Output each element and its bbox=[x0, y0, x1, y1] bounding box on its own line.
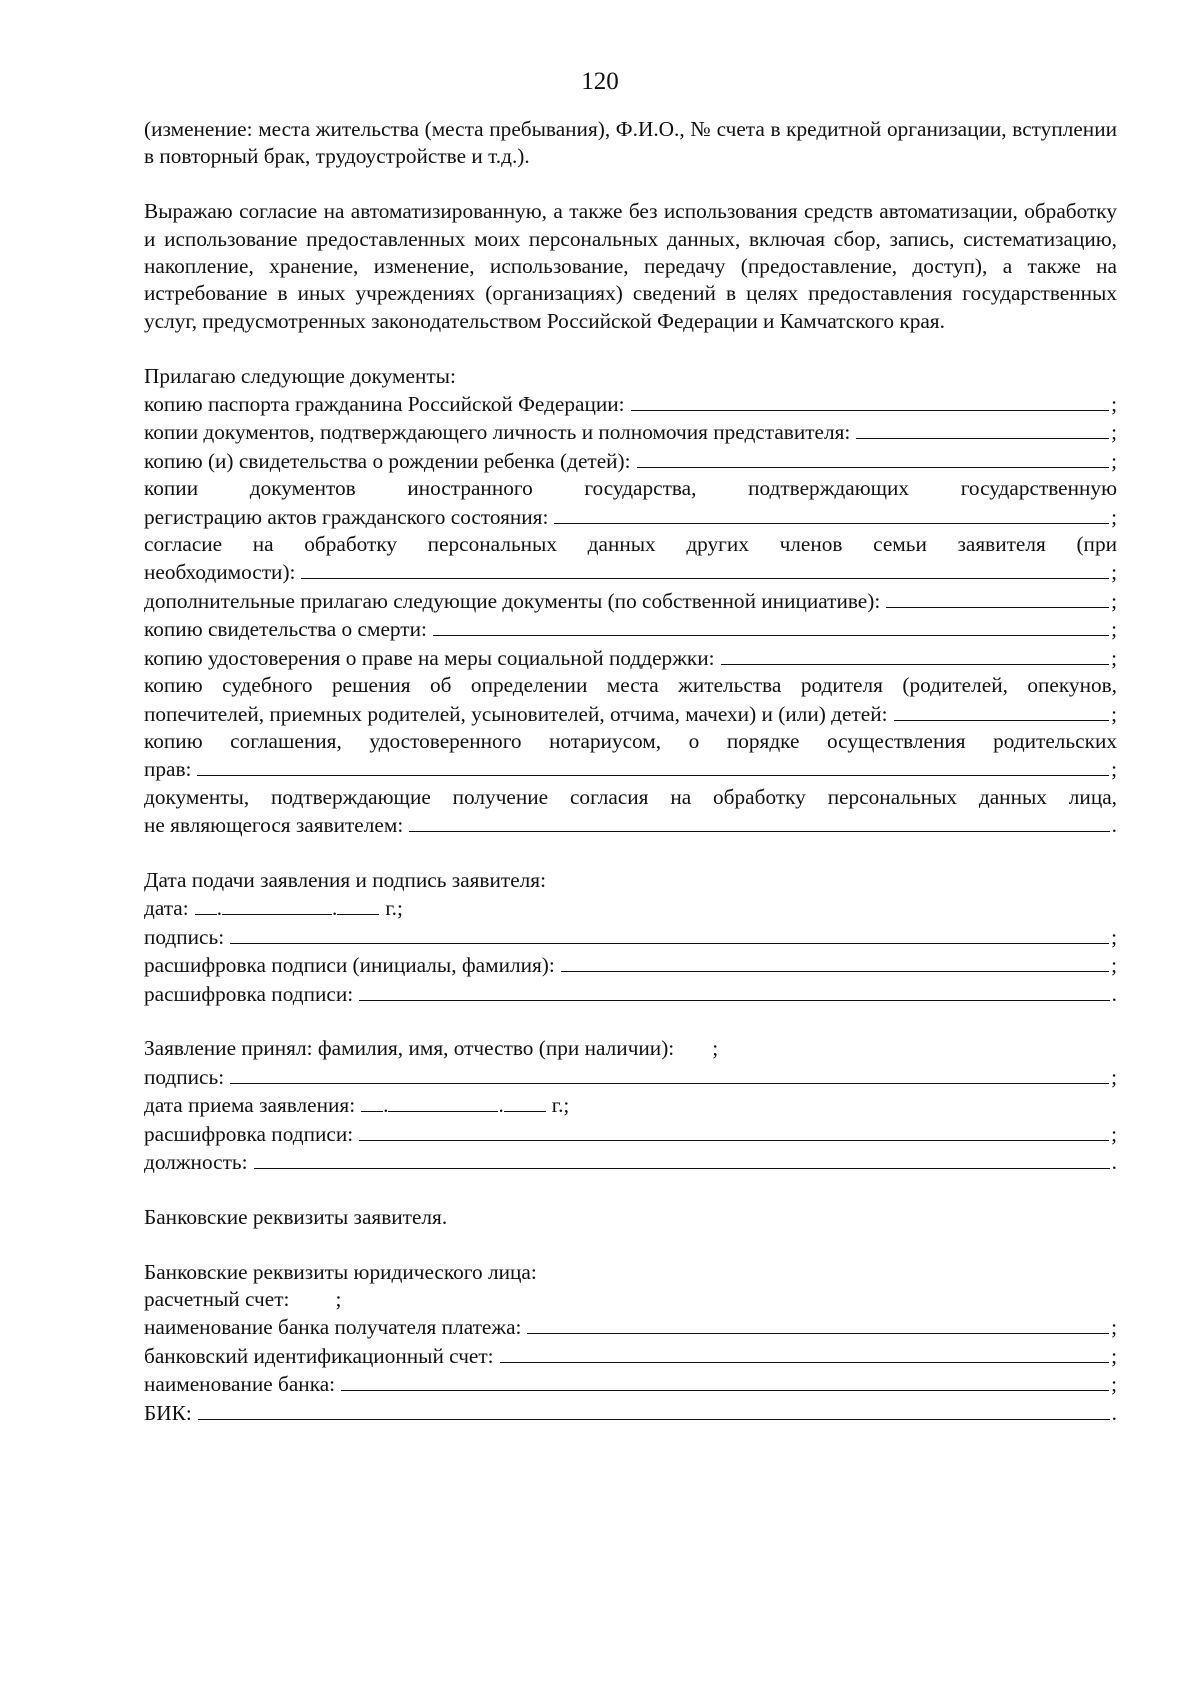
receiver-signature-row: подпись: ; bbox=[144, 1063, 1117, 1091]
receiver-date-month[interactable] bbox=[388, 1091, 498, 1112]
receiver-decoding-field[interactable] bbox=[359, 1120, 1109, 1141]
foreign-docs-row: регистрацию актов гражданского состояния: ; bbox=[144, 503, 1117, 531]
identification-account-label: банковский идентификационный счет: bbox=[144, 1343, 494, 1368]
applicant-decoding-field[interactable] bbox=[359, 980, 1110, 1001]
additional-docs-label: дополнительные прилагаю следующие документы (по собственной инициативе): bbox=[144, 588, 881, 613]
notary-agreement-line1: копию соглашения, удостоверенного нотариусом, о порядке осуществления родительских bbox=[144, 728, 1117, 753]
applicant-decoding-initials-field[interactable] bbox=[561, 951, 1109, 972]
applicant-heading: Дата подачи заявления и подпись заявителя: bbox=[144, 867, 546, 892]
third-party-consent-label: не являющегося заявителем: bbox=[144, 813, 404, 838]
birth-cert-row: копию (и) свидетельства о рождении ребенка (детей): ; bbox=[144, 447, 1117, 475]
death-cert-field[interactable] bbox=[433, 615, 1109, 636]
third-party-consent-row: не являющегося заявителем: . bbox=[144, 811, 1117, 839]
notary-agreement-label: прав: bbox=[144, 757, 192, 782]
page-number: 120 bbox=[581, 68, 619, 95]
birth-cert-field[interactable] bbox=[637, 447, 1110, 468]
recipient-bank-row: наименование банка получателя платежа: ; bbox=[144, 1313, 1117, 1341]
bik-row: БИК: . bbox=[144, 1399, 1117, 1427]
recipient-bank-field[interactable] bbox=[527, 1313, 1109, 1334]
bank-account-label: расчетный счет: bbox=[144, 1286, 290, 1311]
applicant-date-row: дата: . . г.; bbox=[144, 894, 1117, 922]
family-consent-field[interactable] bbox=[301, 558, 1109, 579]
family-consent-line1: согласие на обработку персональных данных других членов семьи заявителя (при bbox=[144, 532, 1117, 557]
receiver-date-year[interactable] bbox=[504, 1091, 546, 1112]
representative-field[interactable] bbox=[856, 418, 1109, 439]
receiver-date-day[interactable] bbox=[361, 1091, 383, 1112]
family-consent-label: необходимости): bbox=[144, 560, 296, 585]
passport-field[interactable] bbox=[631, 390, 1109, 411]
foreign-docs-line1: копии документов иностранного государства, подтверждающих государственную bbox=[144, 476, 1117, 501]
receiver-date-label: дата приема заявления: bbox=[144, 1093, 356, 1118]
notary-agreement-row: прав: ; bbox=[144, 755, 1117, 783]
bik-label: БИК: bbox=[144, 1400, 192, 1425]
receiver-position-field[interactable] bbox=[254, 1148, 1110, 1169]
receiver-position-row: должность: . bbox=[144, 1148, 1117, 1176]
third-party-consent-line1: документы, подтверждающие получение согласия на обработку персональных данных лица, bbox=[144, 784, 1117, 809]
foreign-docs-field[interactable] bbox=[554, 503, 1109, 524]
court-decision-line1: копию судебного решения об определении места жительства родителя (родителей, опекунов, bbox=[144, 673, 1117, 698]
passport-row: копию паспорта гражданина Российской Федерации: ; bbox=[144, 390, 1117, 418]
foreign-docs-label: регистрацию актов гражданского состояния: bbox=[144, 504, 549, 529]
court-decision-field[interactable] bbox=[894, 700, 1110, 721]
applicant-signature-label: подпись: bbox=[144, 924, 225, 949]
applicant-signature-field[interactable] bbox=[230, 923, 1109, 944]
applicant-decoding-initials-row: расшифровка подписи (инициалы, фамилия): ; bbox=[144, 951, 1117, 979]
bank-name-row: наименование банка: ; bbox=[144, 1370, 1117, 1398]
applicant-decoding-initials-label: расшифровка подписи (инициалы, фамилия): bbox=[144, 953, 555, 978]
family-consent-row: необходимости): ; bbox=[144, 558, 1117, 586]
birth-cert-label: копию (и) свидетельства о рождении ребенка (детей): bbox=[144, 448, 631, 473]
death-cert-row: копию свидетельства о смерти: ; bbox=[144, 615, 1117, 643]
consent-paragraph: Выражаю согласие на автоматизированную, а также без использования средств автоматизации, обработку и использование предоставленных моих персональных данных, включая сбор, запись, систематизацию, накопление, хранение, изменение, использование, передачу (предоставление, доступ), а также на истребование в иных учреждениях (организациях) сведений в целях предоставления государственных услуг, предусмотренных законодательством Российской Федерации и Камчатского края. bbox=[144, 199, 1117, 333]
additional-docs-field[interactable] bbox=[886, 587, 1109, 608]
receiver-decoding-row: расшифровка подписи: ; bbox=[144, 1120, 1117, 1148]
bank-applicant-heading: Банковские реквизиты заявителя. bbox=[144, 1204, 448, 1229]
bank-name-field[interactable] bbox=[341, 1370, 1109, 1391]
documents-heading: Прилагаю следующие документы: bbox=[144, 363, 456, 388]
applicant-date-label: дата: bbox=[144, 896, 189, 921]
receiver-date-row: дата приема заявления: . . г.; bbox=[144, 1091, 1117, 1119]
intro-paragraph: (изменение: места жительства (места пребывания), Ф.И.О., № счета в кредитной организации, вступлении в повторный брак, трудоустройстве и т.д.). bbox=[144, 117, 1117, 169]
receiver-decoding-label: расшифровка подписи: bbox=[144, 1121, 354, 1146]
court-decision-label: попечителей, приемных родителей, усыновителей, отчима, мачехи) и (или) детей: bbox=[144, 701, 888, 726]
document-body bbox=[144, 116, 1117, 1427]
bank-name-label: наименование банка: bbox=[144, 1372, 336, 1397]
applicant-date-month[interactable] bbox=[222, 894, 332, 915]
receiver-heading-row: Заявление принял: фамилия, имя, отчество (при наличии): ; bbox=[144, 1035, 1117, 1062]
bik-field[interactable] bbox=[198, 1399, 1110, 1420]
bank-account-row: расчетный счет: ; bbox=[144, 1286, 1117, 1313]
identification-account-row: банковский идентификационный счет: ; bbox=[144, 1342, 1117, 1370]
receiver-heading: Заявление принял: фамилия, имя, отчество (при наличии): bbox=[144, 1036, 675, 1061]
applicant-date-day[interactable] bbox=[195, 894, 217, 915]
representative-row: копии документов, подтверждающего личность и полномочия представителя: ; bbox=[144, 418, 1117, 446]
notary-agreement-field[interactable] bbox=[197, 755, 1109, 776]
recipient-bank-label: наименование банка получателя платежа: bbox=[144, 1315, 522, 1340]
representative-label: копии документов, подтверждающего личность и полномочия представителя: bbox=[144, 420, 851, 445]
death-cert-label: копию свидетельства о смерти: bbox=[144, 617, 427, 642]
additional-docs-row: дополнительные прилагаю следующие документы (по собственной инициативе): ; bbox=[144, 587, 1117, 615]
receiver-signature-label: подпись: bbox=[144, 1064, 225, 1089]
applicant-decoding-label: расшифровка подписи: bbox=[144, 981, 354, 1006]
social-support-row: копию удостоверения о праве на меры социальной поддержки: ; bbox=[144, 644, 1117, 672]
receiver-signature-field[interactable] bbox=[230, 1063, 1109, 1084]
receiver-position-label: должность: bbox=[144, 1149, 248, 1174]
social-support-label: копию удостоверения о праве на меры социальной поддержки: bbox=[144, 645, 715, 670]
applicant-date-year[interactable] bbox=[337, 894, 379, 915]
bank-legal-heading: Банковские реквизиты юридического лица: bbox=[144, 1259, 537, 1284]
court-decision-row: попечителей, приемных родителей, усыновителей, отчима, мачехи) и (или) детей: ; bbox=[144, 700, 1117, 728]
social-support-field[interactable] bbox=[721, 644, 1110, 665]
identification-account-field[interactable] bbox=[500, 1342, 1109, 1363]
applicant-decoding-row: расшифровка подписи: . bbox=[144, 980, 1117, 1008]
passport-label: копию паспорта гражданина Российской Федерации: bbox=[144, 392, 625, 417]
third-party-consent-field[interactable] bbox=[409, 811, 1109, 832]
applicant-signature-row: подпись: ; bbox=[144, 923, 1117, 951]
